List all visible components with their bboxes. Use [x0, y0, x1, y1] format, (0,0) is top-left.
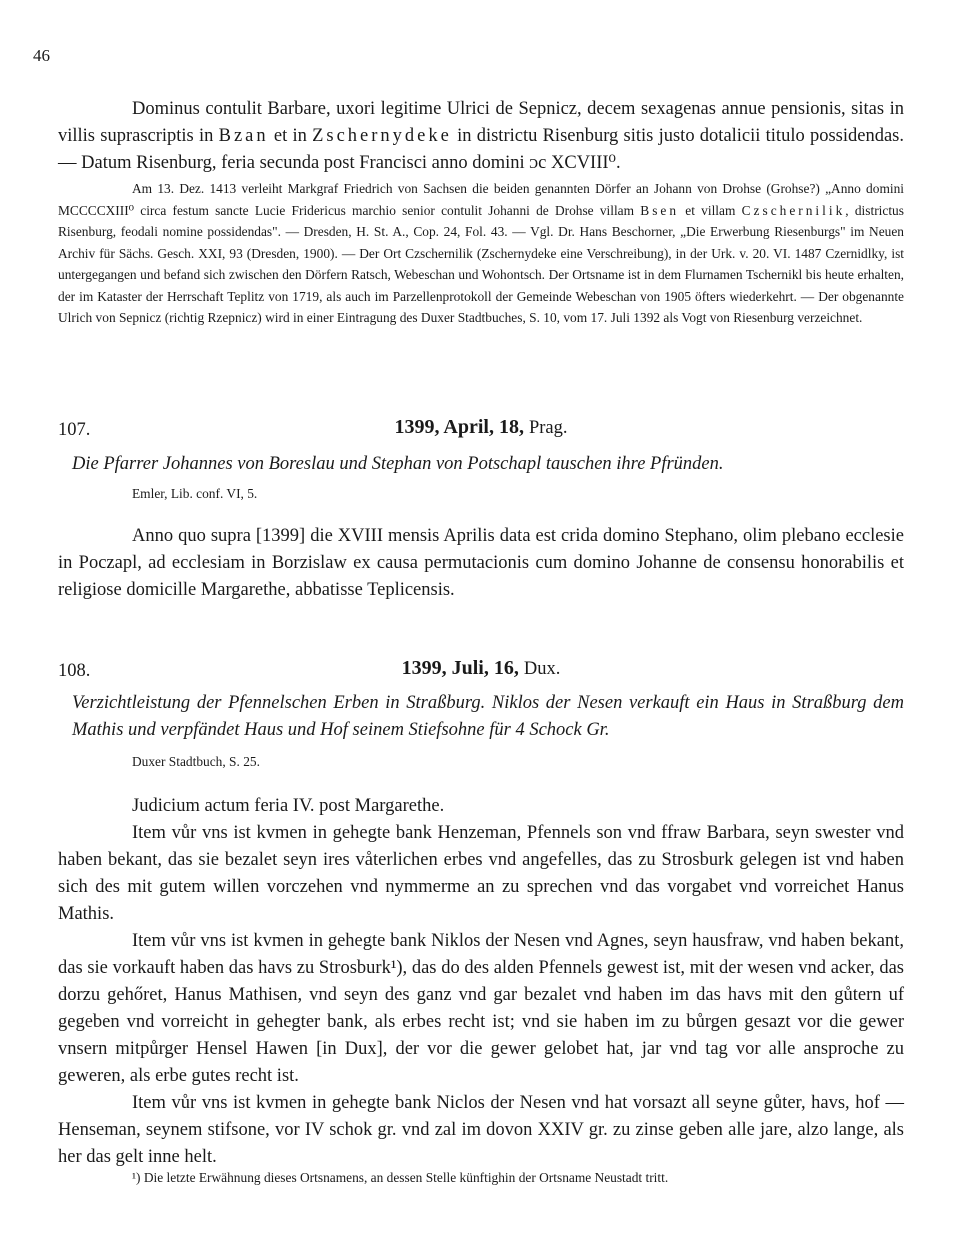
note-text-part: et villam [685, 202, 736, 218]
paragraph: Item vůr vns ist kvmen in gehegte bank Niclos der Nesen vnd hat vorsazt all seyne gůter, havs, hof — Henseman, seynem stifsone, vor IV schok gr. vnd zal im dovon XXIV gr. zu zinse geben alle jare, alzo lange, als her das gelt inne helt. [58, 1093, 904, 1167]
doc-date [58, 416, 904, 439]
intro-text-part: in districtu Risenburg sitis justo dotalicii titulo possidendas. — Datum Risenburg, feria secunda post Francisci anno domini ᴐc XCVIII⁰. [58, 126, 904, 173]
doc-107-text: Anno quo supra [1399] die XVIII mensis Aprilis data est crida domino Stephano, olim plebano ecclesie in Poczapl, ad ecclesiam in Borzislaw ex causa permutacionis cum domino Johanne de consensu honorabilis et religiose domicille Margarethe, abbatisse Teplicensis. [58, 526, 904, 600]
paragraph: Item vůr vns ist kvmen in gehegte bank Niklos der Nesen vnd Agnes, seyn hausfraw, vnd haben bekant, das sie vorkauft haben das havs zu Strosburk¹), das do des alden Pfennels gewest ist, mit der wesen vnd acker, das dorzu gehőret, Hanus Mathisen, vnd seyn des ganz vnd gar bezalet vnd haben im das havs mit den gůtern uf gegeben vnd vorreicht in gehegter bank, als erbes recht ist; vnd sie haben im zu bůrgen gesazt vor die gewer vnsern mitpůrger Hensel Hawen [in Dux], der vor die gewer gelobet hat, jar vnd tag vor alle ansproche zu geweren, als erbe gutes recht ist. [58, 931, 904, 1086]
doc-108-header [58, 657, 904, 687]
intro-text-part: Dominus contulit Barbare, uxori legitime Ulrici de Sepnicz, decem sexagenas annue pensionis, sitas in villis suprascriptis in [58, 99, 904, 146]
doc-108-regest: Verzichtleistung der Pfennelschen Erben in Straßburg. Niklos der Nesen verkauft ein Haus in Straßburg dem Mathis und verpfändet Haus und Hof seinem Stiefsohne für 4 Schock Gr. [72, 693, 904, 740]
paragraph: Item vůr vns ist kvmen in gehegte bank Henzeman, Pfennels son vnd ffraw Barbara, seyn swester vnd haben bekant, das sie bezalet seyn ires våterlichen erbes vnd angefelles, das zu Strosburk gelegen ist vnd haben sich des mit gutem willen vorczehen vnd nymmerme an zu sprechen vnd das vorgabet vnd vorreichet Hanus Mathis. [58, 823, 904, 924]
note-text-part: , districtus Risenburg, feodali nomine possidendas". — Dresden, H. St. A., Cop. 24, Fol. 43. — Vgl. Dr. Hans Beschorner, „Die Erwerbung Riesenburgs" im Neuen Archiv für Sächs. Gesch. XXI, 93 (Dresden, 1900). — Der Ort Czschernilik (Zschernydeke eine Verschreibung), in der Urk. v. 20. VI. 1487 Czernidlky, ist untergegangen und befand sich zwischen den Dörfern Ratsch, Webeschan und Wohontsch. Der Ortsname ist in dem Flurnamen Tschernikl bis heute erhalten, der im Kataster der Herrschaft Teplitz von 1719, als auch im Parzellenprotokoll der Gemeinde Webeschan von 1905 öfters wiederkehrt. — Der obgenannte Ulrich von Sepnicz (richtig Rzepnicz) wird in einer Eintragung des Duxer Stadtbuches, S. 10, vom 17. Juli 1392 als Vogt von Riesenburg verzeichnet. [58, 202, 904, 325]
doc-107-source: Emler, Lib. conf. VI, 5. [132, 486, 258, 501]
doc-107-regest: Die Pfarrer Johannes von Boreslau und Stephan von Potschapl tauschen ihre Pfründen. [72, 454, 724, 474]
doc-number: 108. [58, 661, 91, 681]
doc-108-source: Duxer Stadtbuch, S. 25. [132, 754, 260, 769]
intro-text-part: et in [273, 126, 307, 146]
doc-date-text: 1399, April, 18, [394, 416, 524, 438]
page-number: 46 [33, 46, 50, 65]
doc-date-text: 1399, Juli, 16, [401, 657, 519, 679]
doc-date [58, 657, 904, 680]
intro-note [58, 178, 904, 329]
doc-place: Prag. [528, 418, 568, 438]
doc-107-header [58, 416, 904, 446]
place-name-spaced: Czschernilik [741, 202, 846, 218]
footnote [132, 1170, 668, 1186]
intro-paragraph [58, 96, 904, 177]
doc-place: Dux. [523, 659, 561, 679]
place-name-spaced: Bsen [640, 202, 680, 218]
paragraph: Judicium actum feria IV. post Margarethe. [132, 796, 445, 816]
doc-108-text [58, 793, 904, 1171]
doc-number: 107. [58, 420, 91, 440]
note-text-part: Am 13. Dez. 1413 verleiht Markgraf Friedrich von Sachsen die beiden genannten Dörfer an Johann von Drohse (Grohse?) „Anno domini MCCCCXIII⁰ circa festum sancte Lucie Fridericus marchio senior contulit Johanni de Drohse villam [58, 181, 904, 218]
footnote-text: Die letzte Erwähnung dieses Ortsnamens, an dessen Stelle künftighin der Ortsname Neustadt tritt. [143, 1170, 669, 1185]
footnote-mark: ¹) [132, 1170, 141, 1185]
place-name-spaced: Zschernydeke [312, 126, 452, 146]
place-name-spaced: Bzan [218, 126, 269, 146]
